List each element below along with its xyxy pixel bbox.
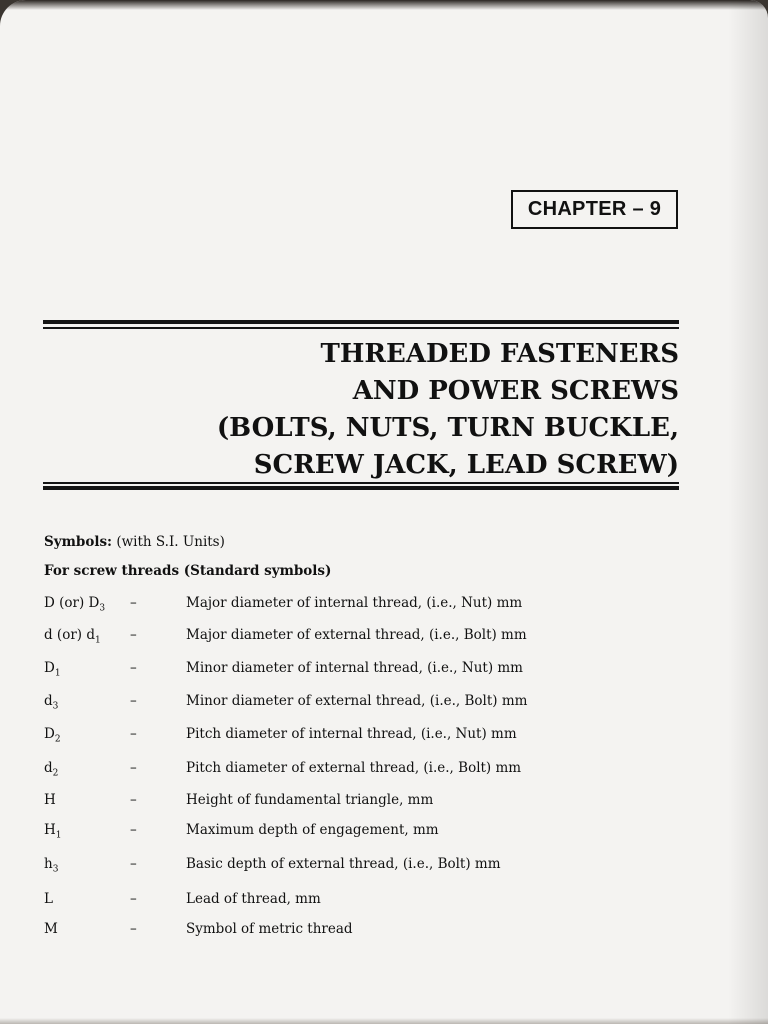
symbol-dash: – [130,627,137,643]
chapter-label: CHAPTER – 9 [511,190,678,229]
symbol-row [44,921,604,945]
symbol-text: H [44,822,56,838]
symbol-description: Symbol of metric thread [186,921,353,937]
symbol-text: D [44,726,55,742]
symbol-description: Minor diameter of external thread, (i.e., Bolt) mm [186,693,528,709]
symbol-notation [44,891,53,907]
symbol-notation [44,660,61,679]
symbol-description: Pitch diameter of internal thread, (i.e., Nut) mm [186,726,517,742]
symbol-row [44,822,604,846]
page-top-shadow [0,0,768,10]
symbol-description: Lead of thread, mm [186,891,321,907]
symbol-description: Major diameter of internal thread, (i.e., Nut) mm [186,595,523,611]
symbol-text: d [44,760,53,776]
symbol-text: H [44,792,56,808]
symbol-text: D [44,660,55,676]
symbol-notation [44,595,105,614]
symbol-notation [44,822,62,841]
symbol-subscript: 1 [54,668,61,679]
symbol-dash: – [130,792,137,808]
symbol-dash: – [130,726,137,742]
chapter-title [120,336,679,484]
symbol-row [44,856,604,880]
symbol-row [44,595,604,619]
symbol-dash: – [130,660,137,676]
symbol-row [44,760,604,784]
symbol-text: d [44,693,53,709]
symbols-heading [44,534,225,550]
screw-threads-subheading: For screw threads (Standard symbols) [44,563,332,579]
symbol-row [44,891,604,915]
symbol-dash: – [130,760,137,776]
symbol-dash: – [130,856,137,872]
symbol-description: Basic depth of external thread, (i.e., Bolt) mm [186,856,501,872]
title-top-rule-thick [43,320,679,324]
symbol-notation [44,856,58,875]
symbols-heading-note: (with S.I. Units) [116,534,225,550]
symbol-notation [44,921,58,937]
symbol-subscript: 2 [52,768,59,779]
page-gutter-shade [728,0,768,1024]
symbol-notation [44,760,58,779]
symbol-dash: – [130,891,137,907]
chapter-title-line-3: (BOLTS, NUTS, TURN BUCKLE, [216,413,679,443]
symbol-description: Pitch diameter of external thread, (i.e., Bolt) mm [186,760,522,776]
title-bottom-rule-thick [43,486,679,490]
symbol-notation [44,693,58,712]
symbol-text: L [44,891,53,907]
symbol-row [44,792,604,816]
symbol-row [44,693,604,717]
symbol-notation [44,726,61,745]
symbol-text: M [44,921,58,937]
page-bottom-edge [0,1018,768,1024]
symbol-subscript: 1 [55,830,62,841]
symbol-row [44,627,604,651]
symbol-notation [44,627,101,646]
symbol-notation [44,792,56,808]
symbol-subscript: 3 [52,701,59,712]
symbol-dash: – [130,595,137,611]
symbol-dash: – [130,921,137,937]
title-bottom-rule-thin [43,482,679,484]
symbol-dash: – [130,693,137,709]
symbol-subscript: 1 [94,635,101,646]
symbol-row [44,660,604,684]
chapter-title-line-2: AND POWER SCREWS [352,376,679,406]
symbols-heading-label: Symbols: [44,534,113,550]
symbol-text: h [44,856,53,872]
symbol-text: d (or) d [44,627,95,643]
symbol-description: Major diameter of external thread, (i.e., Bolt) mm [186,627,527,643]
chapter-title-line-4: SCREW JACK, LEAD SCREW) [253,450,679,480]
symbol-text: D (or) D [44,595,100,611]
symbol-subscript: 2 [54,734,61,745]
chapter-title-line-1: THREADED FASTENERS [320,339,679,369]
symbol-description: Minor diameter of internal thread, (i.e., Nut) mm [186,660,523,676]
symbol-row [44,726,604,750]
symbol-subscript: 3 [52,864,59,875]
symbol-subscript: 3 [99,603,106,614]
symbol-dash: – [130,822,137,838]
title-top-rule-thin [43,327,679,329]
symbol-description: Maximum depth of engagement, mm [186,822,439,838]
symbol-description: Height of fundamental triangle, mm [186,792,434,808]
